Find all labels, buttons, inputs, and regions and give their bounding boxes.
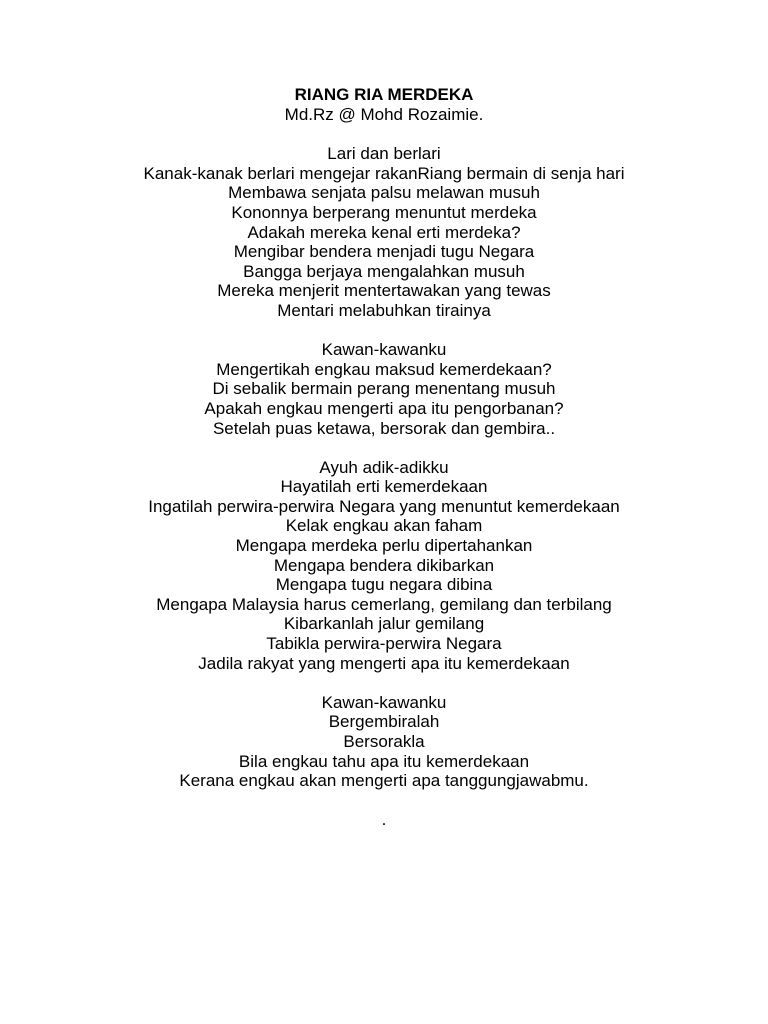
poem-line: Mereka menjerit mentertawakan yang tewas [217, 281, 551, 301]
stanza-1 [0, 144, 768, 320]
poem-line: Apakah engkau mengerti apa itu pengorbanan? [204, 398, 564, 418]
poem-line: Lari dan berlari [327, 144, 441, 164]
poem-author: Md.Rz @ Mohd Rozaimie. [284, 105, 484, 124]
poem-line: Setelah puas ketawa, bersorak dan gembira.. [212, 418, 556, 438]
poem-line: Mengapa bendera dikibarkan [273, 555, 495, 575]
poem-line: Membawa senjata palsu melawan musuh [228, 183, 540, 203]
poem-line: Kononnya berperang menuntut merdeka [231, 202, 537, 222]
poem-line: Bersorakla [343, 732, 425, 751]
poem-line: Mengapa tugu negara dibina [275, 575, 493, 595]
poem-line: Mengibar bendera menjadi tugu Negara [233, 242, 535, 262]
poem-line: Kerana engkau akan mengerti apa tanggungjawabmu. [179, 771, 589, 791]
stanza-2 [0, 340, 768, 438]
poem-line: Hayatilah erti kemerdekaan [280, 477, 488, 497]
poem-line: Bila engkau tahu apa itu kemerdekaan [238, 751, 530, 771]
poem-page [0, 85, 768, 830]
poem-line: Kanak-kanak berlari mengejar rakanRiang bermain di senja hari [143, 163, 625, 183]
poem-line: Di sebalik bermain perang menentang musuh [212, 379, 556, 399]
poem-line: Bergembiralah [328, 712, 440, 732]
poem-line: Mengertikah engkau maksud kemerdekaan? [216, 359, 552, 379]
stanza-3 [0, 458, 768, 674]
spacer [0, 791, 768, 811]
poem-line: Kelak engkau akan faham [285, 516, 483, 536]
poem-line: Tabikla perwira-perwira Negara [266, 634, 502, 654]
poem-line: Bangga berjaya mengalahkan musuh [243, 261, 525, 281]
poem-line: Kibarkanlah jalur gemilang [283, 614, 485, 634]
poem-line: Ingatilah perwira-perwira Negara yang menuntut kemerdekaan [148, 496, 620, 516]
spacer [0, 125, 768, 145]
poem-line: Ayuh adik-adikku [319, 457, 449, 477]
spacer [0, 321, 768, 341]
poem-line: Mentari melabuhkan tirainya [277, 300, 491, 320]
poem-line: Kawan-kawanku [321, 692, 447, 712]
end-mark: . [381, 810, 387, 830]
poem-line: Mengapa merdeka perlu dipertahankan [235, 536, 533, 556]
spacer [0, 673, 768, 693]
poem-line: Kawan-kawanku [321, 340, 447, 360]
poem-line: Adakah mereka kenal erti merdeka? [247, 222, 521, 242]
poem-line: Mengapa Malaysia harus cemerlang, gemilang dan terbilang [156, 594, 612, 614]
stanza-4 [0, 693, 768, 791]
poem-title: RIANG RIA MERDEKA [294, 85, 474, 104]
spacer [0, 438, 768, 458]
poem-line: Jadila rakyat yang mengerti apa itu kemerdekaan [198, 653, 570, 673]
